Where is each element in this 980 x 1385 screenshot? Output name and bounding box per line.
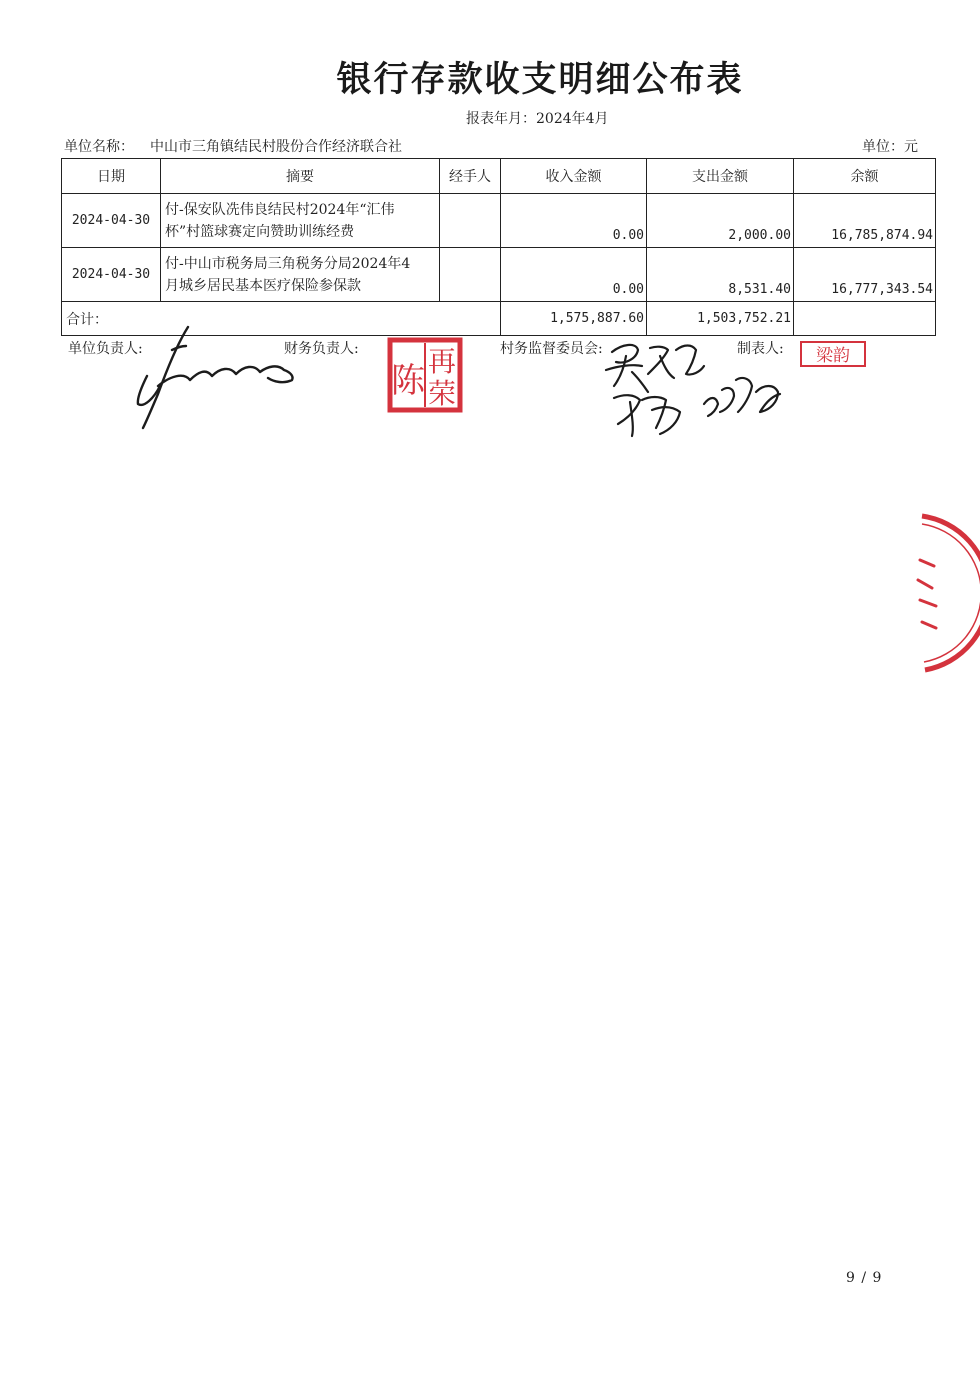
- page-number: 9 / 9: [846, 1270, 883, 1286]
- unit-name-value: 中山市三角镇结民村股份合作经济联合社: [150, 139, 402, 155]
- total-label: 合计：: [62, 302, 501, 336]
- preparer-seal-text: 梁韵: [816, 346, 850, 366]
- row-summary: [161, 248, 440, 302]
- row-summary-line: 月城乡居民基本医疗保险参保款: [165, 277, 361, 294]
- total-expense: 1,503,752.21: [647, 302, 794, 336]
- row-date: 2024-04-30: [62, 248, 161, 302]
- total-row: [62, 302, 936, 336]
- header-expense: 支出金额: [647, 159, 794, 194]
- row-income: 0.00: [501, 248, 647, 302]
- header-income: 收入金额: [501, 159, 647, 194]
- total-income: 1,575,887.60: [501, 302, 647, 336]
- header-date: 日期: [62, 159, 161, 194]
- unit-name-row: [64, 136, 402, 156]
- row-summary: [161, 194, 440, 248]
- total-balance: [794, 302, 936, 336]
- preparer-seal-icon: [801, 342, 865, 366]
- currency-unit: 单位：元: [862, 139, 918, 155]
- row-summary-line: 杯”村篮球赛定向赞助训练经费: [165, 223, 355, 240]
- row-expense: 2,000.00: [647, 194, 794, 248]
- report-period: 报表年月：2024年4月: [466, 111, 609, 127]
- table-row: [62, 248, 936, 302]
- unit-head-label: 单位负责人:: [68, 341, 143, 357]
- row-income: 0.00: [501, 194, 647, 248]
- seal-char: 荣: [427, 377, 457, 410]
- unit-name-label: 单位名称：: [64, 139, 134, 155]
- seal-char: 陈: [391, 361, 425, 401]
- finance-head-label: 财务负责人:: [284, 341, 359, 357]
- row-date: 2024-04-30: [62, 194, 161, 248]
- row-expense: 8,531.40: [647, 248, 794, 302]
- finance-seal-icon: [390, 340, 460, 410]
- row-summary-line: 付-保安队冼伟良结民村2024年“汇伟: [165, 201, 395, 218]
- header-balance: 余额: [794, 159, 936, 194]
- header-summary: 摘要: [161, 159, 440, 194]
- row-handler: [440, 194, 501, 248]
- official-seal-icon: [918, 516, 980, 670]
- row-summary-line: 付-中山市税务局三角税务分局2024年4: [165, 255, 411, 272]
- row-balance: 16,777,343.54: [794, 248, 936, 302]
- table-row: [62, 194, 936, 248]
- row-balance: 16,785,874.94: [794, 194, 936, 248]
- document-title: 银行存款收支明细公布表: [336, 60, 744, 100]
- row-handler: [440, 248, 501, 302]
- supervision-label: 村务监督委员会:: [500, 341, 603, 357]
- ledger-table: [61, 158, 936, 336]
- preparer-label: 制表人:: [737, 341, 784, 357]
- seal-char: 再: [427, 345, 457, 378]
- table-header-row: [62, 159, 936, 194]
- header-handler: 经手人: [440, 159, 501, 194]
